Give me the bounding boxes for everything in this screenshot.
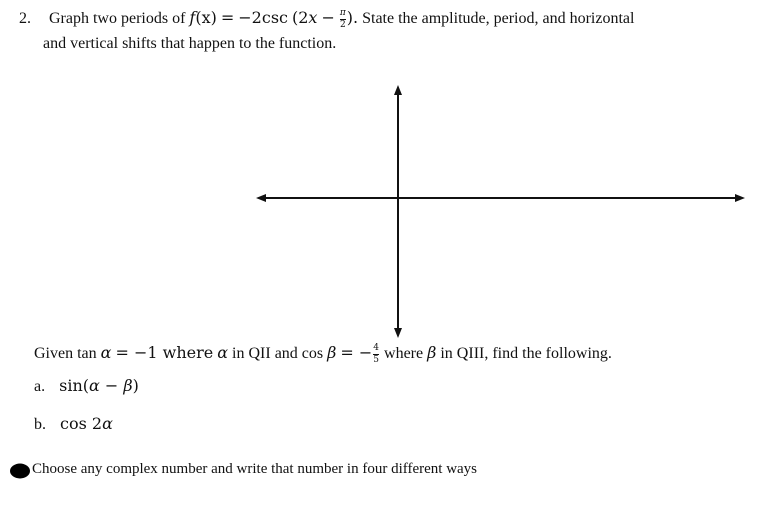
bullet-icon (9, 463, 31, 479)
alpha-symbol: α (100, 343, 112, 362)
minus-sign: − (321, 8, 335, 27)
part-a-expr-post: ) (132, 376, 139, 395)
bonus-prompt: Choose any complex number and write that number in four different ways (32, 461, 478, 477)
coefficient: −2csc (238, 8, 288, 27)
x-axis-right-arrow (735, 194, 745, 202)
problem-suffix: State the amplitude, period, and horizontal (362, 10, 635, 27)
part-b-label: b. (34, 416, 46, 433)
problem-number: 2. (19, 10, 31, 27)
minus-sign: − (99, 376, 124, 395)
y-axis (394, 85, 402, 338)
alpha-symbol: α (88, 376, 100, 395)
given-suffix-pre: where (384, 345, 424, 362)
x-axis-left-arrow (256, 194, 266, 202)
variable-x: x (308, 8, 318, 27)
given-equals-1: = −1 where (115, 343, 214, 362)
y-axis-bottom-arrow (394, 328, 402, 338)
part-a-expr-pre: sin( (59, 376, 89, 395)
equals-sign: = (220, 8, 235, 27)
beta-symbol: β (123, 376, 133, 395)
four-fifths-fraction (373, 344, 379, 365)
fraction-denominator: 2 (339, 19, 346, 30)
problem-prefix: Graph two periods of (49, 10, 186, 27)
alpha-symbol-2: α (217, 343, 229, 362)
alpha-symbol: α (102, 414, 113, 433)
function-name: f (189, 8, 196, 27)
fraction-denominator: 5 (373, 354, 380, 365)
function-arg: (x) (195, 8, 217, 27)
given-prefix: Given tan (34, 345, 97, 362)
open-paren: (2 (291, 8, 309, 27)
beta-symbol-2: β (427, 343, 437, 362)
given-statement (34, 343, 612, 365)
given-mid: in QII and cos (232, 345, 324, 362)
part-b (34, 414, 113, 434)
part-a-label: a. (34, 378, 46, 395)
x-axis (256, 194, 745, 202)
beta-symbol: β (327, 343, 337, 362)
given-equals-2: = − (340, 343, 373, 362)
y-axis-top-arrow (394, 85, 402, 95)
given-suffix: in QIII, find the following. (440, 345, 612, 362)
close-paren: ). (346, 8, 359, 27)
part-b-expr-pre: cos 2 (60, 414, 103, 433)
problem-2-line-2: and vertical shifts that happen to the function. (43, 35, 337, 52)
fraction-numerator: 4 (373, 342, 380, 353)
part-a (34, 376, 139, 396)
fraction-numerator: π (339, 7, 346, 18)
